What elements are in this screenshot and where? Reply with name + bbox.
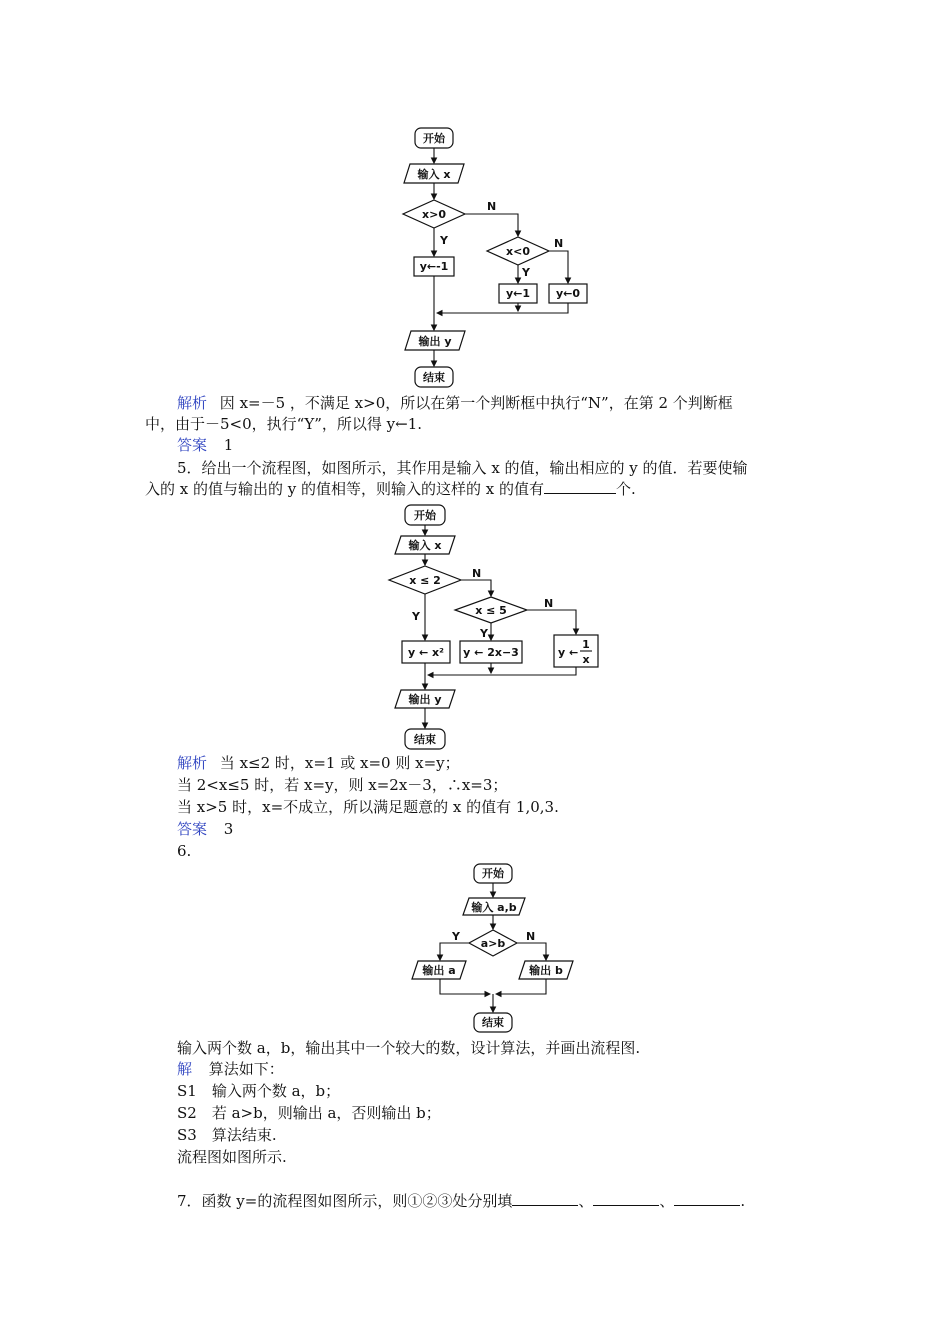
flow1-input: 输入 x [417,168,451,181]
q6-solution-label: 解 [177,1060,193,1078]
q6-solution [177,1059,284,1079]
q5-line2-end: 个. [616,480,636,498]
q5-line2-text: 入的 x 的值与输出的 y 的值相等，则输入的这样的 x 的值有 [145,480,545,498]
q6-line1: 输入两个数 a，b，输出其中一个较大的数，设计算法，并画出流程图. [177,1039,641,1057]
flow2-y-lin: y ← 2x−3 [463,646,519,659]
q7-blank-3 [674,1191,740,1206]
q6-step3: S3 算法结束. [177,1126,277,1144]
q5-analysis-label: 解析 [177,754,208,772]
flow2-cond1: x ≤ 2 [409,574,441,587]
flow2-y-recip-den: x [582,653,590,666]
flow2-y-recip-num: 1 [582,638,590,651]
flow1-start: 开始 [423,132,445,145]
flow2-end: 结束 [414,733,436,746]
q6-step1: S1 输入两个数 a，b； [177,1082,341,1100]
flow1-end: 结束 [423,371,445,384]
q7-text: 7．函数 y=的流程图如图所示，则①②③处分别填 [177,1192,513,1210]
q7-line [177,1191,745,1211]
q4-answer-value: 1 [223,436,234,454]
q5-line1: 5．给出一个流程图，如图所示，其作用是输入 x 的值，输出相应的 y 的值．若要使输 [177,459,748,477]
q5-answer-value: 3 [223,820,234,838]
q5-analysis-line3: 当 x>5 时，x=不成立，所以满足题意的 x 的值有 1,0,3. [177,798,559,816]
flow1-y-neg: y←-1 [419,260,449,273]
flow2-output: 输出 y [408,693,442,706]
q5-answer-label: 答案 [177,820,208,838]
flow2-cond2: x ≤ 5 [475,604,507,617]
flow1-output: 输出 y [418,335,452,348]
flow3-out-b: 输出 b [529,964,563,977]
flow1-yes-label-2: Y [522,266,530,279]
flow3-start: 开始 [482,867,504,880]
q7-blank-1 [512,1191,578,1206]
flow2-start: 开始 [414,509,436,522]
flow1-y-pos: y←1 [505,287,531,300]
q4-analysis-text1: 因 x=－5 ，不满足 x>0，所以在第一个判断框中执行“N”，在第 2 个判断框 [219,394,733,412]
flow1-no-label-1: N [487,200,497,213]
flow1-no-label-2: N [554,237,564,250]
flow2-yes-label-2: Y [480,627,488,640]
q4-analysis-label: 解析 [177,394,208,412]
q4-answer-label: 答案 [177,436,208,454]
q5-analysis-line2: 当 2<x≤5 时，若 x=y，则 x=2x－3，∴x=3； [177,776,508,794]
q4-analysis-line2: 中，由于－5<0，执行“Y”，所以得 y←1. [145,415,423,433]
flow1-yes-label-1: Y [440,234,448,247]
flow3-no-label: N [526,930,536,943]
flow3-input: 输入 a,b [471,901,517,914]
flow3-out-a: 输出 a [422,964,456,977]
flow3-yes-label: Y [452,930,460,943]
q6-step2: S2 若 a>b，则输出 a，否则输出 b； [177,1104,441,1122]
q6-number: 6. [177,842,192,860]
q7-blank-2 [593,1191,659,1206]
flow3-end: 结束 [482,1016,504,1029]
q5-analysis-text1: 当 x≤2 时，x=1 或 x=0 则 x=y； [219,754,460,772]
flow3-cond: a>b [480,937,506,950]
q6-solution-intro: 算法如下： [208,1060,284,1078]
flow2-input: 输入 x [408,539,442,552]
flow2-no-label-1: N [472,567,482,580]
q7-sep-1: 、 [578,1192,594,1210]
q7-sep-2: 、 [659,1192,675,1210]
flow1-y-zero: y←0 [555,287,581,300]
flow2-no-label-2: N [544,597,554,610]
flow2-y-recip-prefix: y ← [558,646,579,659]
flow1-cond1: x>0 [422,208,446,221]
q6-closing: 流程图如图所示. [177,1148,287,1166]
flow2-y-sq: y ← x² [408,646,444,659]
flow1-cond2: x<0 [506,245,530,258]
flow2-yes-label-1: Y [412,610,420,623]
q7-end: . [740,1192,746,1210]
